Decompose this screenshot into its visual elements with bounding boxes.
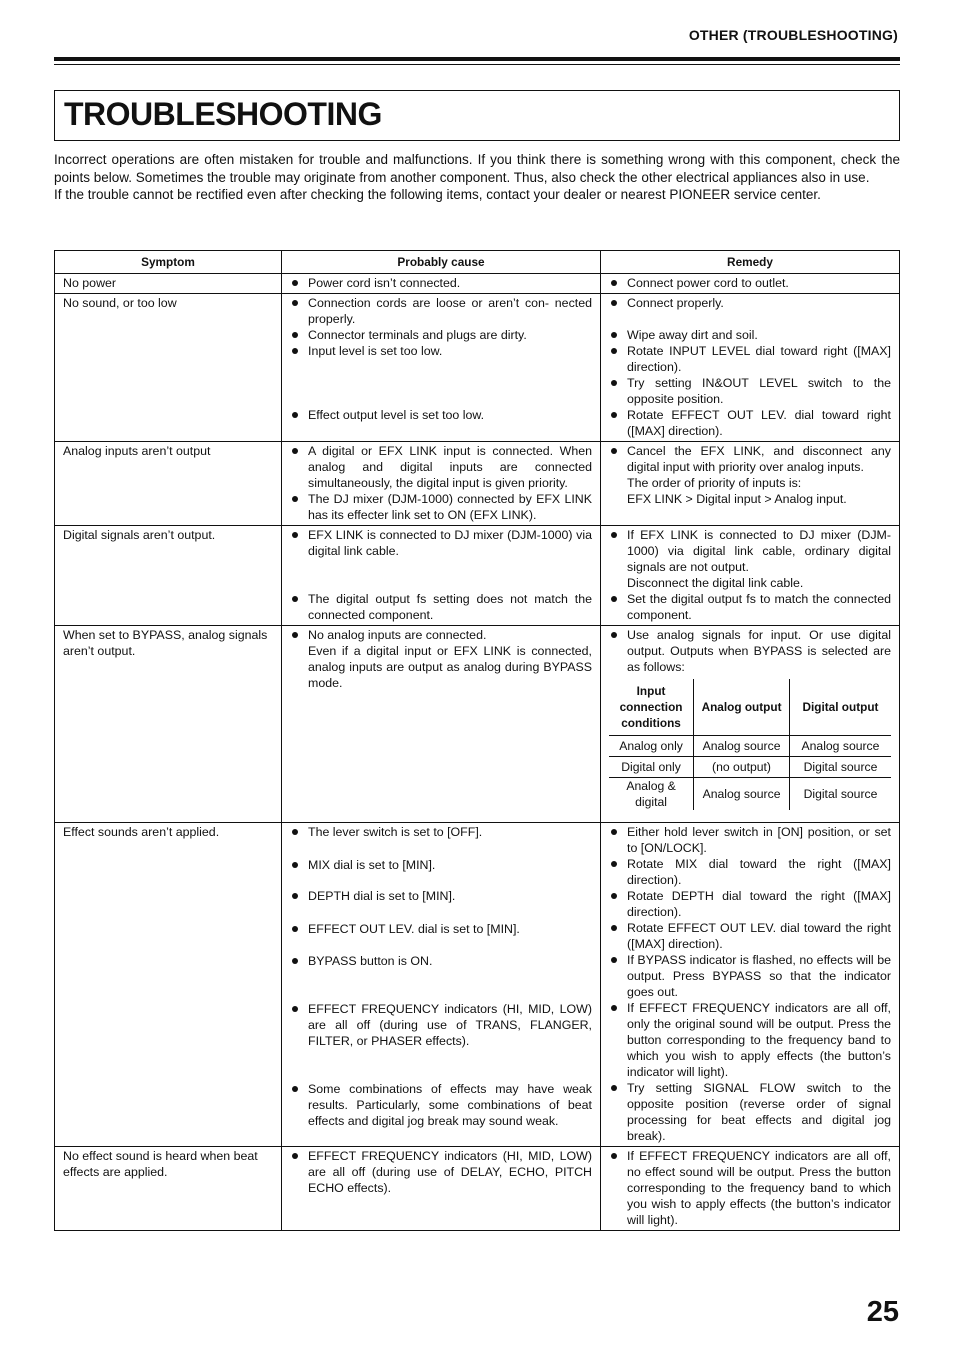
cause-cell	[282, 1147, 601, 1231]
cause-cell	[282, 823, 601, 1147]
cause-cell	[282, 626, 601, 823]
cause-cell	[282, 274, 601, 294]
remedy-cell	[601, 274, 900, 294]
table-row	[55, 274, 900, 294]
cause-item: A digital or EFX LINK input is connected. When analog and digital inputs are connected simultaneously, the digital input is given priority.	[290, 443, 592, 491]
symptom-cell: No power	[55, 274, 282, 294]
remedy-item: Try setting IN&OUT LEVEL switch to the opposite position.	[609, 375, 891, 407]
page-number: 25	[866, 1296, 899, 1328]
remedy-item: Set the digital output fs to match the connected component.	[609, 591, 891, 623]
intro-paragraph-2: If the trouble cannot be rectified even after checking the following items, contact your dealer or nearest PIONEER service center.	[54, 187, 821, 202]
remedy-item: Connect properly.	[609, 295, 891, 311]
bypass-cell: Analog source	[694, 736, 790, 757]
remedy-text: Disconnect the digital link cable.	[627, 576, 804, 590]
bypass-header-input: Input connection conditions	[619, 684, 683, 730]
bypass-cell: Analog source	[694, 778, 790, 811]
remedy-item: Try setting SIGNAL FLOW switch to the opposite position (reverse order of signal processing for beat effects and digital jog break).	[609, 1080, 891, 1144]
page-title: TROUBLESHOOTING	[64, 96, 382, 132]
remedy-text: Cancel the EFX LINK, and disconnect any digital input with priority over analog inputs.	[627, 444, 891, 474]
bypass-row	[609, 736, 891, 757]
symptom-cell: No sound, or too low	[55, 294, 282, 442]
remedy-item	[609, 527, 891, 591]
remedy-item: If EFFECT FREQUENCY indicators are all off, only the original sound will be output. Press the button corresponding to the frequency band to which you wish to apply effects (the button’s indicator will light).	[609, 1000, 891, 1080]
remedy-item: Either hold lever switch in [ON] position, or set to [ON/LOCK].	[609, 824, 891, 856]
remedy-item	[609, 443, 891, 507]
cause-cell	[282, 294, 601, 442]
header-rule-thin	[54, 64, 900, 65]
bypass-header-digital: Digital output	[789, 679, 891, 736]
cause-item: Connector terminals and plugs are dirty.	[290, 327, 592, 343]
remedy-item: If EFFECT FREQUENCY indicators are all off, no effect sound will be output. Press the button corresponding to the frequency band to which you wish to apply effects (the button’s indicator will light).	[609, 1148, 891, 1228]
header-remedy: Remedy	[601, 251, 900, 274]
symptom-cell: When set to BYPASS, analog signals aren’t output.	[55, 626, 282, 823]
bypass-cell: Analog only	[609, 736, 694, 757]
header-cause: Probably cause	[282, 251, 601, 274]
remedy-item: Rotate EFFECT OUT LEV. dial toward right ([MAX] direction).	[609, 407, 891, 439]
troubleshooting-table	[54, 250, 900, 1231]
cause-item: MIX dial is set to [MIN].	[290, 857, 592, 873]
cause-item: Power cord isn’t connected.	[290, 275, 592, 291]
table-row	[55, 626, 900, 823]
cause-item: BYPASS button is ON.	[290, 953, 592, 969]
remedy-item: Rotate DEPTH dial toward the right ([MAX] direction).	[609, 888, 891, 920]
bypass-row	[609, 778, 891, 811]
remedy-cell	[601, 442, 900, 526]
bypass-cell: Digital source	[789, 757, 891, 778]
remedy-cell	[601, 294, 900, 442]
bypass-cell: Digital only	[609, 757, 694, 778]
bypass-cell: (no output)	[694, 757, 790, 778]
remedy-cell	[601, 823, 900, 1147]
title-box	[54, 90, 900, 141]
table-row	[55, 442, 900, 526]
remedy-item: Rotate INPUT LEVEL dial toward right ([MAX] direction).	[609, 343, 891, 375]
remedy-cell	[601, 626, 900, 823]
bypass-cell: Analog & digital	[609, 778, 694, 811]
symptom-cell: Digital signals aren’t output.	[55, 526, 282, 626]
remedy-cell	[601, 526, 900, 626]
section-header: OTHER (TROUBLESHOOTING)	[688, 27, 898, 43]
symptom-cell: Analog inputs aren’t output	[55, 442, 282, 526]
remedy-item: Wipe away dirt and soil.	[609, 327, 891, 343]
remedy-text: EFX LINK > Digital input > Analog input.	[627, 492, 847, 506]
table-header-row	[55, 251, 900, 274]
cause-text: Even if a digital input or EFX LINK is connected, analog inputs are output as analog during BYPASS mode.	[308, 644, 592, 690]
bypass-row	[609, 757, 891, 778]
bypass-cell: Analog source	[789, 736, 891, 757]
table-row	[55, 1147, 900, 1231]
table-row	[55, 823, 900, 1147]
remedy-text: The order of priority of inputs is:	[627, 476, 802, 490]
cause-item: EFX LINK is connected to DJ mixer (DJM-1000) via digital link cable.	[290, 527, 592, 559]
remedy-item: Rotate EFFECT OUT LEV. dial toward the right ([MAX] direction).	[609, 920, 891, 952]
table-row	[55, 526, 900, 626]
cause-item	[290, 627, 592, 691]
symptom-cell: Effect sounds aren’t applied.	[55, 823, 282, 1147]
intro-paragraph-1: Incorrect operations are often mistaken for trouble and malfunctions. If you think there is something wrong with this component, check the points below. Sometimes the trouble may originate from another component. Thus, also check the other electrical appliances also in use.	[54, 152, 900, 185]
cause-item: DEPTH dial is set to [MIN].	[290, 888, 592, 904]
bypass-header-analog: Analog output	[694, 679, 790, 736]
cause-text: No analog inputs are connected.	[308, 628, 487, 642]
cause-item: EFFECT FREQUENCY indicators (HI, MID, LOW) are all off (during use of TRANS, FLANGER, FILTER, or PHASER effects).	[290, 1001, 592, 1049]
cause-cell	[282, 526, 601, 626]
intro-text	[54, 151, 900, 204]
header-symptom: Symptom	[55, 251, 282, 274]
bypass-header-row	[609, 679, 891, 736]
cause-item: The DJ mixer (DJM-1000) connected by EFX LINK has its effecter link set to ON (EFX LINK).	[290, 491, 592, 523]
remedy-item: Rotate MIX dial toward the right ([MAX] direction).	[609, 856, 891, 888]
cause-item: The digital output fs setting does not match the connected component.	[290, 591, 592, 623]
cause-cell	[282, 442, 601, 526]
cause-item: Connection cords are loose or aren’t con- nected properly.	[290, 295, 592, 327]
header-rule-thick	[54, 57, 900, 61]
remedy-item: Connect power cord to outlet.	[609, 275, 891, 291]
remedy-item: If BYPASS indicator is flashed, no effects will be output. Press BYPASS so that the indicator goes out.	[609, 952, 891, 1000]
remedy-text: If EFX LINK is connected to DJ mixer (DJM-1000) via digital link cable, ordinary digital signals are not output.	[627, 528, 891, 574]
bypass-cell: Digital source	[789, 778, 891, 811]
cause-item: EFFECT OUT LEV. dial is set to [MIN].	[290, 921, 592, 937]
cause-item: The lever switch is set to [OFF].	[290, 824, 592, 840]
cause-item: EFFECT FREQUENCY indicators (HI, MID, LOW) are all off (during use of DELAY, ECHO, PITCH ECHO effects).	[290, 1148, 592, 1196]
cause-item: Input level is set too low.	[290, 343, 592, 359]
remedy-cell	[601, 1147, 900, 1231]
remedy-item: Use analog signals for input. Or use digital output. Outputs when BYPASS is selected are as follows:	[609, 627, 891, 675]
table-row	[55, 294, 900, 442]
cause-item: Effect output level is set too low.	[290, 407, 592, 423]
symptom-cell: No effect sound is heard when beat effects are applied.	[55, 1147, 282, 1231]
bypass-output-table	[609, 679, 891, 810]
cause-item: Some combinations of effects may have weak results. Particularly, some combinations of beat effects and digital jog break may sound weak.	[290, 1081, 592, 1129]
